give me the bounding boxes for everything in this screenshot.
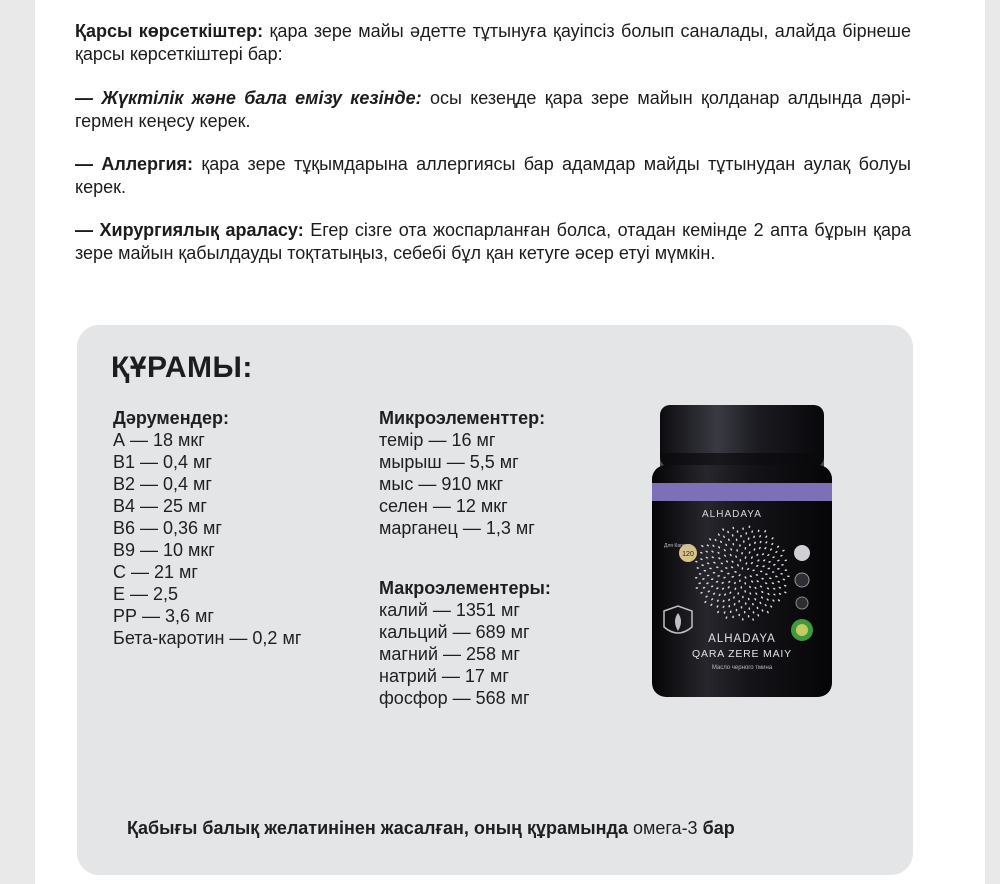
count-label: Для Капсул	[664, 543, 691, 549]
list-item: магний — 258 мг	[379, 644, 520, 664]
surgery-text: Егер сізге ота жоспарланған болса, отадан кемінде 2 апта бұрын қара зере майын қабылдауды тоқтатыңыз, себебі бұл қан кетуге әсер етуі мүмкін.	[75, 220, 911, 263]
surgery-paragraph	[75, 219, 911, 265]
pregnancy-heading: — Жүктілік және бала емізу кезінде:	[75, 88, 422, 108]
list-item: мыс — 910 мкг	[379, 474, 504, 494]
list-item: Бета-каротин — 0,2 мг	[113, 628, 302, 648]
list-item: В1 — 0,4 мг	[113, 452, 212, 472]
micro-heading: Микроэлементтер:	[379, 408, 546, 428]
jar-brand-top: ALHADAYA	[702, 509, 762, 520]
cert-icon	[794, 545, 810, 561]
vitamins-column	[113, 407, 301, 649]
footnote-end: бар	[702, 818, 735, 838]
composition-panel	[77, 325, 913, 875]
footnote-omega: омега-3	[627, 818, 703, 838]
allergy-text: қара зере тұқымдарына аллергиясы бар адамдар майды тұтынудан аулақ болуы керек.	[75, 154, 911, 197]
micro-column	[379, 407, 545, 539]
composition-title: ҚҰРАМЫ:	[111, 351, 253, 384]
vitamins-heading: Дәрумендер:	[113, 408, 229, 428]
list-item: мырыш — 5,5 мг	[379, 452, 519, 472]
contraindications-heading: Қарсы көрсеткіштер:	[75, 21, 264, 41]
document-page	[35, 0, 985, 884]
list-item: В9 — 10 мкг	[113, 540, 215, 560]
list-item: селен — 12 мкг	[379, 496, 508, 516]
seed-dot	[741, 552, 743, 555]
list-item: В4 — 25 мг	[113, 496, 207, 516]
list-item: калий — 1351 мг	[379, 600, 520, 620]
pregnancy-text: осы кезеңде қара зере майын қолданар алдында дәрі-гермен кеңесу керек.	[75, 88, 912, 131]
jar-band	[652, 483, 832, 501]
contraindications-text: қара зере майы әдетте тұтынуға қауіпсіз болып саналады, алайда бірнеше қарсы көрсеткіштері бар:	[75, 21, 911, 64]
cert-icon-2	[795, 573, 809, 587]
surgery-heading: — Хирургиялық араласу:	[75, 220, 304, 240]
capsule-footnote	[127, 818, 735, 839]
cert-icon-3	[796, 597, 808, 609]
allergy-heading: — Аллергия:	[75, 154, 194, 174]
list-item: кальций — 689 мг	[379, 622, 530, 642]
list-item: РР — 3,6 мг	[113, 606, 214, 626]
list-item: В6 — 0,36 мг	[113, 518, 222, 538]
list-item: фосфор — 568 мг	[379, 688, 530, 708]
allergy-paragraph	[75, 153, 911, 199]
product-jar-image	[652, 405, 832, 705]
footnote-bold: Қабығы балық желатинінен жасалған, оның құрамында	[127, 818, 628, 838]
jar-product-name: QARA ZERE MAIY	[692, 648, 792, 660]
count-text: 120	[682, 551, 694, 558]
pregnancy-paragraph	[75, 87, 911, 133]
list-item: марганец — 1,3 мг	[379, 518, 535, 538]
list-item: Е — 2,5	[113, 584, 179, 604]
list-item: С — 21 мг	[113, 562, 198, 582]
jar-brand-name: ALHADAYA	[708, 633, 776, 645]
list-item: А — 18 мкг	[113, 430, 205, 450]
macro-heading: Макроэлементеры:	[379, 578, 551, 598]
jar-subtitle: Масло черного тмина	[711, 665, 773, 671]
list-item: В2 — 0,4 мг	[113, 474, 212, 494]
contraindications-paragraph	[75, 20, 911, 66]
macro-column	[379, 577, 551, 709]
list-item: темір — 16 мг	[379, 430, 496, 450]
list-item: натрий — 17 мг	[379, 666, 509, 686]
